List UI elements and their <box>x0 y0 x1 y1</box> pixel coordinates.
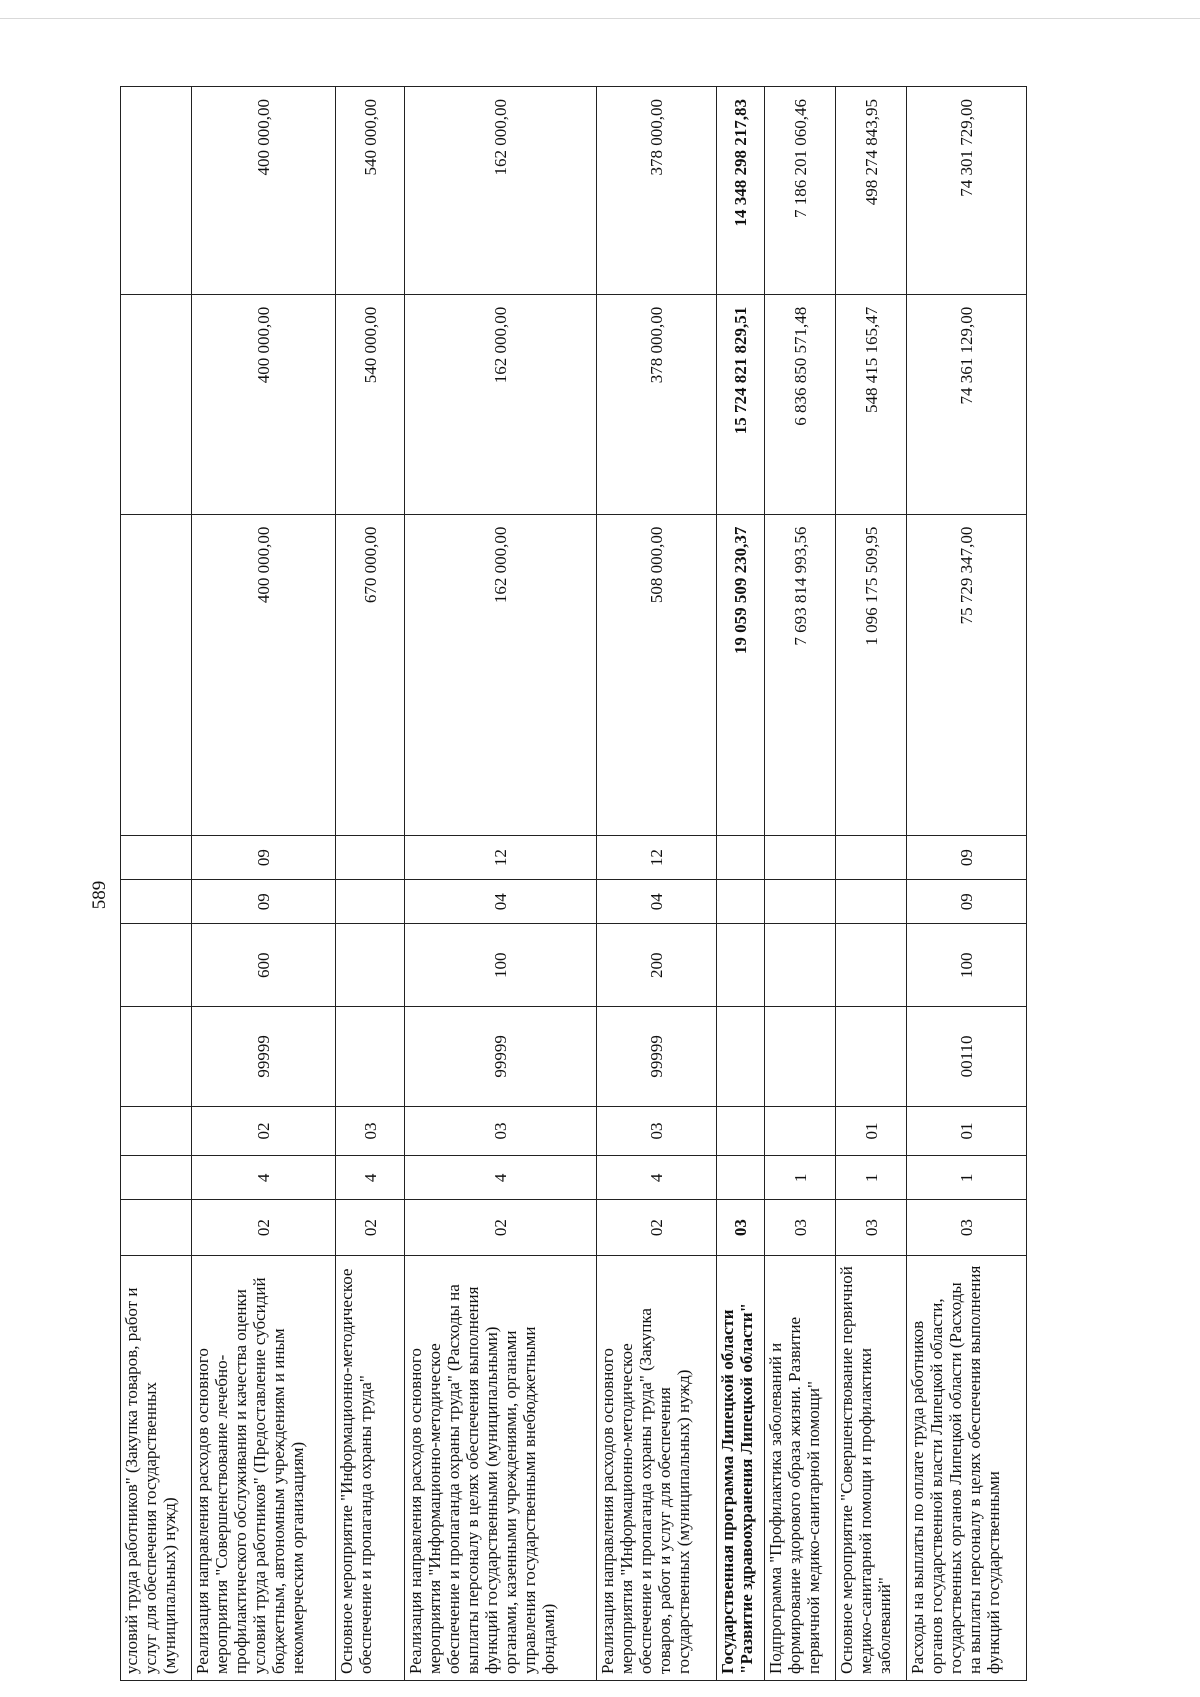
code-program: 02 <box>336 1200 405 1255</box>
amount-year-3: 378 000,00 <box>597 87 717 295</box>
row-name: Реализация направления расходов основного мероприятия "Информационно-методическое обеспечение и пропаганда охраны труда" (Расходы на выплаты персоналу в целях обеспечения выполнения функций государственными (муниципальными) органами, казенными учреждениями, органами управления государственными внебюджетными фондами) <box>405 1255 597 1680</box>
code-program: 03 <box>717 1200 765 1255</box>
amount-year-3: 540 000,00 <box>336 87 405 295</box>
table-row <box>836 87 907 1681</box>
amount-year-2: 378 000,00 <box>597 294 717 514</box>
code-expense-type <box>765 924 836 1007</box>
table-row <box>121 87 192 1681</box>
code-section <box>717 880 765 924</box>
scan-edge-line <box>0 18 1200 19</box>
code-subsection: 09 <box>192 836 336 880</box>
code-section: 09 <box>907 880 1027 924</box>
code-measure <box>717 1106 765 1156</box>
code-program: 02 <box>597 1200 717 1255</box>
amount-year-3 <box>121 87 192 295</box>
code-subsection: 09 <box>907 836 1027 880</box>
amount-year-1: 400 000,00 <box>192 514 336 835</box>
amount-year-2: 74 361 129,00 <box>907 294 1027 514</box>
row-name: Расходы на выплаты по оплате труда работников органов государственной власти Липецкой области, государственных органов Липецкой области (Расходы на выплаты персоналу в целях обеспечения выполнения функций государственными <box>907 1255 1027 1680</box>
amount-year-2 <box>121 294 192 514</box>
code-subsection: 12 <box>405 836 597 880</box>
code-direction <box>717 1007 765 1106</box>
amount-year-1: 162 000,00 <box>405 514 597 835</box>
code-direction: 99999 <box>405 1007 597 1106</box>
amount-year-1: 19 059 509 230,37 <box>717 514 765 835</box>
code-section: 09 <box>192 880 336 924</box>
code-expense-type: 600 <box>192 924 336 1007</box>
code-expense-type: 100 <box>907 924 1027 1007</box>
row-name: Государственная программа Липецкой области "Развитие здравоохранения Липецкой области" <box>717 1255 765 1680</box>
amount-year-2: 548 415 165,47 <box>836 294 907 514</box>
code-measure: 02 <box>192 1106 336 1156</box>
table-row <box>336 87 405 1681</box>
code-direction: 99999 <box>192 1007 336 1106</box>
code-program: 02 <box>192 1200 336 1255</box>
code-direction: 99999 <box>597 1007 717 1106</box>
code-expense-type <box>121 924 192 1007</box>
code-program: 03 <box>907 1200 1027 1255</box>
amount-year-1: 1 096 175 509,95 <box>836 514 907 835</box>
amount-year-2: 162 000,00 <box>405 294 597 514</box>
code-direction <box>336 1007 405 1106</box>
code-subsection <box>765 836 836 880</box>
amount-year-2: 540 000,00 <box>336 294 405 514</box>
code-direction <box>765 1007 836 1106</box>
amount-year-3: 498 274 843,95 <box>836 87 907 295</box>
code-subsection <box>836 836 907 880</box>
code-measure: 01 <box>836 1106 907 1156</box>
code-direction <box>836 1007 907 1106</box>
table-row <box>765 87 836 1681</box>
code-expense-type <box>717 924 765 1007</box>
code-expense-type: 200 <box>597 924 717 1007</box>
code-subprogram: 4 <box>336 1156 405 1200</box>
amount-year-2: 400 000,00 <box>192 294 336 514</box>
code-measure: 03 <box>597 1106 717 1156</box>
table-row <box>405 87 597 1681</box>
code-measure: 03 <box>405 1106 597 1156</box>
code-section: 04 <box>405 880 597 924</box>
table-row <box>597 87 717 1681</box>
row-name: Реализация направления расходов основного мероприятия "Совершенствование лечебно-профилактического обслуживания и качества оценки условий труда работников" (Предоставление субсидий бюджетным, автономным учреждениям и иным некоммерческим организациям) <box>192 1255 336 1680</box>
amount-year-3: 162 000,00 <box>405 87 597 295</box>
row-name: Подпрограмма "Профилактика заболеваний и формирование здорового образа жизни. Развитие первичной медико-санитарной помощи" <box>765 1255 836 1680</box>
code-subprogram: 1 <box>836 1156 907 1200</box>
code-expense-type <box>336 924 405 1007</box>
table-row <box>717 87 765 1681</box>
row-name: Основное мероприятие "Совершенствование первичной медико-санитарной помощи и профилактики заболеваний" <box>836 1255 907 1680</box>
code-measure <box>121 1106 192 1156</box>
code-expense-type: 100 <box>405 924 597 1007</box>
code-program <box>121 1200 192 1255</box>
page-number: 589 <box>89 880 110 910</box>
amount-year-1: 508 000,00 <box>597 514 717 835</box>
code-subprogram <box>121 1156 192 1200</box>
amount-year-3: 400 000,00 <box>192 87 336 295</box>
code-subprogram: 4 <box>192 1156 336 1200</box>
code-section <box>121 880 192 924</box>
code-section: 04 <box>597 880 717 924</box>
code-subsection: 12 <box>597 836 717 880</box>
amount-year-3: 74 301 729,00 <box>907 87 1027 295</box>
code-subprogram: 4 <box>597 1156 717 1200</box>
amount-year-2: 6 836 850 571,48 <box>765 294 836 514</box>
row-name: Реализация направления расходов основного мероприятия "Информационно-методическое обеспечение и пропаганда охраны труда" (Закупка товаров, работ и услуг для обеспечения государственных (муниципальных) нужд) <box>597 1255 717 1680</box>
code-section <box>336 880 405 924</box>
code-measure: 03 <box>336 1106 405 1156</box>
budget-table-sheet <box>120 86 1125 1681</box>
table-row <box>907 87 1027 1681</box>
code-subprogram: 1 <box>907 1156 1027 1200</box>
row-name: условий труда работников" (Закупка товаров, работ и услуг для обеспечения государственных (муниципальных) нужд) <box>121 1255 192 1680</box>
code-direction <box>121 1007 192 1106</box>
code-measure <box>765 1106 836 1156</box>
table-row <box>192 87 336 1681</box>
code-direction: 00110 <box>907 1007 1027 1106</box>
code-measure: 01 <box>907 1106 1027 1156</box>
code-subprogram: 1 <box>765 1156 836 1200</box>
code-subsection <box>121 836 192 880</box>
code-program: 03 <box>836 1200 907 1255</box>
code-section <box>765 880 836 924</box>
code-subsection <box>717 836 765 880</box>
amount-year-1: 670 000,00 <box>336 514 405 835</box>
amount-year-1 <box>121 514 192 835</box>
code-section <box>836 880 907 924</box>
code-expense-type <box>836 924 907 1007</box>
code-program: 02 <box>405 1200 597 1255</box>
budget-table <box>120 86 1027 1681</box>
code-subprogram: 4 <box>405 1156 597 1200</box>
amount-year-1: 75 729 347,00 <box>907 514 1027 835</box>
code-subsection <box>336 836 405 880</box>
code-subprogram <box>717 1156 765 1200</box>
amount-year-3: 7 186 201 060,46 <box>765 87 836 295</box>
code-program: 03 <box>765 1200 836 1255</box>
amount-year-3: 14 348 298 217,83 <box>717 87 765 295</box>
amount-year-2: 15 724 821 829,51 <box>717 294 765 514</box>
row-name: Основное мероприятие "Информационно-методическое обеспечение и пропаганда охраны труда" <box>336 1255 405 1680</box>
amount-year-1: 7 693 814 993,56 <box>765 514 836 835</box>
